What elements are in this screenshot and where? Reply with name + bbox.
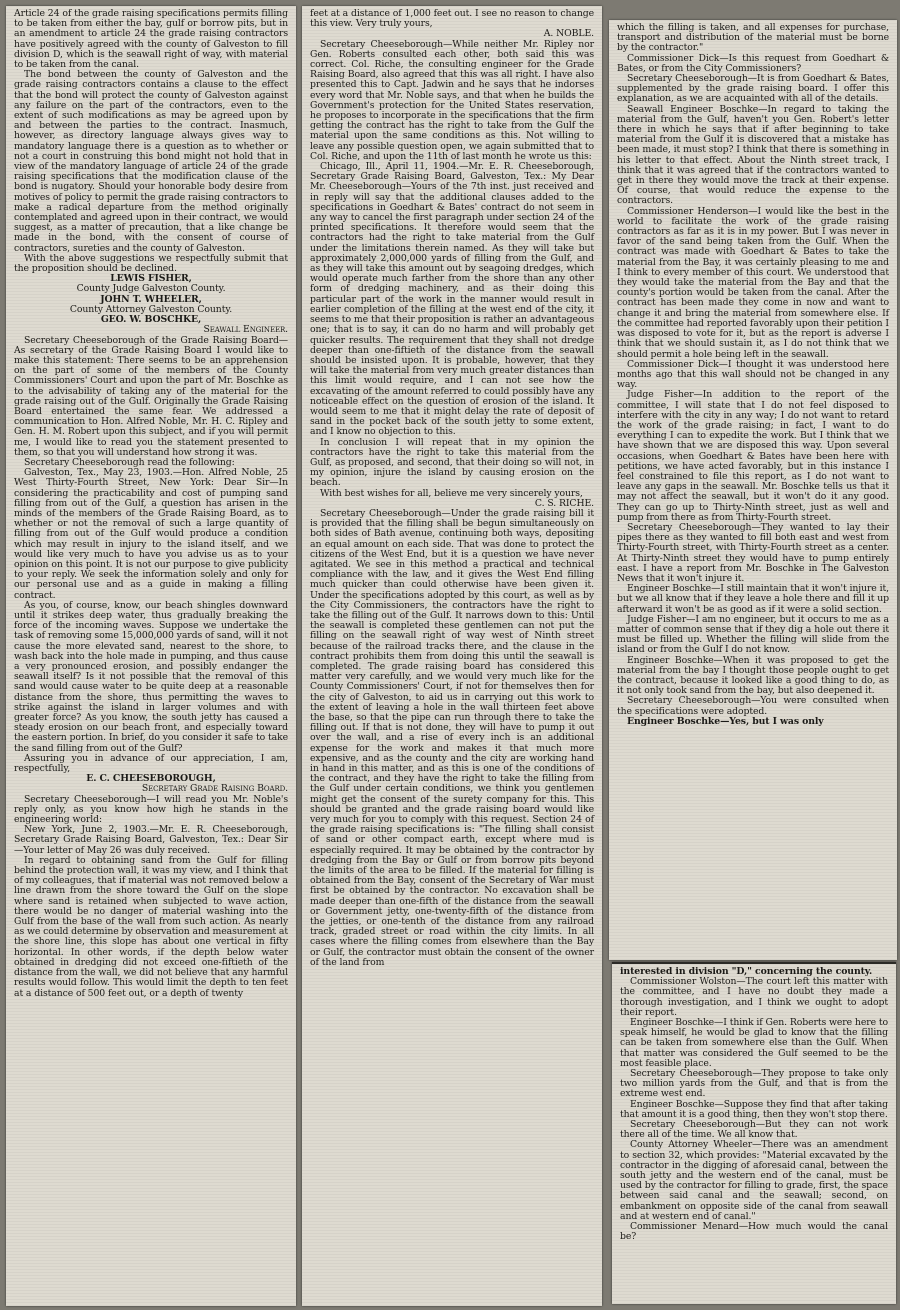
article-paragraph: Secretary Grade Raising Board. xyxy=(141,783,288,795)
article-paragraph: Secretary Cheeseborough—You were consulted when the specifications were adopted. xyxy=(617,695,889,717)
article-paragraph: Commissioner Dick—I thought it was understood here months ago that this wall should not be changed in any way. xyxy=(617,358,889,391)
column-4-text xyxy=(612,964,896,1242)
article-paragraph: With best wishes for all, believe me very sincerely yours, xyxy=(320,487,583,499)
article-paragraph: The bond between the county of Galveston and the grade raising contractors contains a clause to the effect that the bond will protect the county of Galveston against any failure on the part of the contractors, even to the extent of such modifications as may be agreed upon by and between the parties to the contract. Inasmuch, however, as directory language always gives way to mandatory language there is a question as to whether or not a court in construing this bond might not hold that in view of the mandatory language of article 24 of the grade raising specifications that the modification clause of the bond is nugatory. Should your honorable body desire from motives of policy to permit the grade raising contractors to make a radical departure from the method originally contemplated and agreed upon in their contract, we would suggest, as a matter of precaution, that a like change be made in the bond, with the consent of course of contractors, sureties and the county of Galveston. xyxy=(14,69,288,254)
article-paragraph: Secretary Cheeseborough—While neither Mr. Ripley nor Gen. Roberts consulted each other, both said this was correct. Col. Riche, the consulting engineer for the Grade Raising Board, also agreed that this was all right. I have also presented this to Capt. Jadwin and he says that he indorses every word that Mr. Noble says, and that when he builds the Government's protection for the United States reservation, he proposes to incorporate in the specifications that the firm getting the contract has the right to take from the Gulf the material upon the same conditions as this. Not willing to leave any possible question open, we again submitted that to Col. Riche, and upon the 11th of last month he wrote us this: xyxy=(310,38,594,162)
article-paragraph: Engineer Boschke—Yes, but I was only xyxy=(627,715,824,727)
article-paragraph: Commissioner Menard—How much would the canal be? xyxy=(620,1221,888,1243)
article-paragraph: feet at a distance of 1,000 feet out. I see no reason to change this view. Very truly yours, xyxy=(310,8,594,30)
article-paragraph: Secretary Cheeseborough—They propose to take only two million yards from the Gulf, and that is from the extreme west end. xyxy=(620,1068,888,1100)
clipping-column-2 xyxy=(302,6,602,1306)
article-paragraph: Judge Fisher—I am no engineer, but it occurs to me as a matter of common sense that if they dig a hole out there it must be filled up. Whether the filling will slide from the island or from the Gulf I do not know. xyxy=(617,613,889,656)
article-paragraph: JOHN T. WHEELER, xyxy=(100,293,202,305)
article-paragraph: E. C. CHEESEBOROUGH, xyxy=(86,773,216,785)
article-paragraph: GEO. W. BOSCHKE, xyxy=(100,314,202,326)
article-paragraph: New York, June 2, 1903.—Mr. E. R. Cheeseborough, Secretary Grade Raising Board, Galveston, Tex.: Dear Sir—Your letter of May 26 was duly received. xyxy=(14,824,288,856)
article-paragraph: Secretary Cheeseborough read the following: xyxy=(24,456,235,468)
article-paragraph: Commissioner Henderson—I would like the best in the world to facilitate the work of the grade raising contractors as far as it is in my power. But I was never in favor of the sand being taken from the Gulf. When the contract was made with Goedhart & Bates to take the material from the Bay, it was certainly pleasing to me and I think to every member of this court. We understood that they would take the material from the Bay and that the county's portion would be taken from the canal. After the contract has been made they come in now and want to change it and bring the material from somewhere else. If the committee had reported favorably upon their petition I was disposed to vote for it, but as the report is adverse I think that we should sustain it, as I do not think that we should permit a hole being left in the seawall. xyxy=(617,205,889,360)
article-paragraph: Commissioner Wolston—The court left this matter with the committee, and I have no doubt they made a thorough investigation, and I think we ought to adopt their report. xyxy=(620,976,888,1018)
article-paragraph: LEWIS FISHER, xyxy=(110,273,192,285)
article-paragraph: Engineer Boschke—Suppose they find that after taking that amount it is a good thing, then they won't stop there. xyxy=(620,1098,888,1120)
article-paragraph: County Attorney Wheeler—There was an amendment to section 32, which provides: "Material excavated by the contractor in the digging of aforesaid canal, between the south jetty and the western end of the canal, must be used by the contractor for filling to grade, first, the space between said canal and the seawall; second, on embankment on opposite side of the canal from seawall and at western end of canal." xyxy=(620,1139,888,1222)
article-paragraph: In conclusion I will repeat that in my opinion the contractors have the right to take this material from the Gulf, as proposed, and second, that their doing so will not, in my opinion, injure the island by causing erosion on the beach. xyxy=(310,436,594,489)
article-paragraph: Chicago, Ill., April 11, 1904.—Mr. E. R. Cheeseborough, Secretary Grade Raising Board, Galveston, Tex.: My Dear Mr. Cheeseborough—Yours of the 7th inst. just received and in reply will say that the additional clauses added to the specifications in Goedhart & Bates' contract do not seem in any way to cancel the first paragraph under section 24 of the printed specifications. It therefore would seem that the contractors had the right to take material from the Gulf under the limitations therein named. As they will take but approximately 2,000,000 yards of filling from the Gulf, and as they will take this amount out by seagoing dredges, which would operate much farther from the shore than any other form of dredging machinery, and as their doing this particular part of the work in the manner would result in earlier completion of the filling at the west end of the city, it seems to me that their proposition is rather an advantageous one; that is to say, it can do no harm and will probably get quicker results. The requirement that they shall not dredge deeper than one-fiftieth of the distance from the seawall should be insisted upon. It is probable, however, that they will take the material from very much greater distances than this limit would require, and I can not see how the excavating of the amount referred to could possibly have any noticeable effect on the question of erosion of the island. It would seem to me that it might delay the rate of deposit of sand in the pocket back of the south jetty to some extent, and I know no objection to this. xyxy=(310,161,594,438)
article-paragraph: Secretary Cheeseborough of the Grade Raising Board—As secretary of the Grade Raising Board I would like to make this statement: There seems to be an apprehension on the part of some of the members of the County Commissioners' Court and upon the part of Mr. Boschke as to the advisability of taking any of the material for the grade raising out of the Gulf. Originally the Grade Raising Board entertained the same fear. We addressed a communication to Hon. Alfred Noble, Mr. H. C. Ripley and Gen. H. M. Robert upon this subject, and if you will permit me, I would like to read you the statement presented to them, so that you will understand how strong it was. xyxy=(14,334,288,458)
article-paragraph: Article 24 of the grade raising specifications permits filling to be taken from either the bay, gulf or borrow pits, but in an amendment to article 24 the grade raising contractors have positively agreed with the county of Galveston to fill division D, which is the seawall right of way, with material to be taken from the canal. xyxy=(14,8,288,71)
article-paragraph: Secretary Cheeseborough—I will read you Mr. Noble's reply only, as you know how high he stands in the engineering world: xyxy=(14,793,288,826)
article-paragraph: With the above suggestions we respectfully submit that the proposition should be declined. xyxy=(14,252,288,275)
article-paragraph: Seawall Engineer. xyxy=(203,324,288,336)
article-paragraph: Secretary Cheeseborough—But they can not work there all of the time. We all know that. xyxy=(620,1119,888,1141)
clipping-column-1 xyxy=(6,6,296,1306)
article-paragraph: which the filling is taken, and all expenses for purchase, transport and distribution of the material must be borne by the contractor." xyxy=(617,22,889,54)
article-paragraph: Galveston, Tex., May 23, 1903.—Hon. Alfred Noble, 25 West Thirty-Fourth Street, New York: Dear Sir—In considering the practicability and cost of pumping sand filling from out of the Gulf, a question has arisen in the minds of the members of the Grade Raising Board, as to whether or not the removal of such a large quantity of filling from out of the Gulf would produce a condition which may result in injury to the island itself, and we would like very much to have you advise us as to your opinion on this point. It is not our purpose to give publicity to your reply. We seek the information solely and only for our personal use and as a guide in making a filling contract. xyxy=(14,467,288,601)
article-paragraph: Secretary Cheeseborough—Under the grade raising bill it is provided that the filling shall be begun simultaneously on both sides of Bath avenue, continuing both ways, depositing an equal amount on each side. That was done to protect the citizens of the West End, but it is a question we have never agitated. We see in this method a practical and technical compliance with the law, and it gives the West End filling much quicker than could otherwise have been given it. Under the specifications adopted by this court, as well as by the City Commissioners, the contractors have the right to take the filling out of the Gulf. It narrows down to this: Until the seawall is completed these gentlemen can not put the filling on the seawall right of way west of Ninth street because of the railroad tracks there, and the clause in the contract prohibits them from doing this until the seawall is completed. The grade raising board has considered this matter very carefully, and we would very much like for the County Commissioners' Court, if not for themselves then for the city of Galveston, to aid us in carrying out this work to the extent of leaving a hole in the wall thirteen feet above the base, so that the pipe can run through there to take the filling out. If that is not done, they will have to pump it out over the wall, and a rise of every inch is an additional expense for the work and makes it that much more expensive, and as the county and the city are working hand in hand in this matter, and as this is one of the conditions of the contract, and they have the right to take the filling from the Gulf under certain conditions, we think you gentlemen might get the consent of the surety company for this. This should be granted and the grade raising board would like very much for you to comply with this request. Section 24 of the grade raising specifications is: "The filling shall consist of sand or other compact earth, except where mud is especially required. It may be obtained by the contractor by dredging from the Bay or Gulf or from borrow pits beyond the limits of the area to be filled. If the material for filling is obtained from the Bay, consent of the Secretary of War must first be obtained by the contractor. No excavation shall be made deeper than one-fifth of the distance from the seawall or Government jetty, one-twenty-fifth of the distance from the jetties, or one-tenth of the distance from any railroad track, graded street or road within the city limits. In all cases where the filling comes from elsewhere than the Bay or Gulf, the contractor must obtain the consent of the owner of the land from xyxy=(310,507,594,968)
clipping-column-3 xyxy=(609,20,897,960)
article-paragraph: Commissioner Dick—Is this request from Goedhart & Bates, or from the City Commissioners? xyxy=(617,52,889,74)
article-paragraph: Engineer Boschke—When it was proposed to get the material from the bay I thought those people ought to get the contract, because it looked like a good thing to do, as it not only took sand from the bay, but also deepened it. xyxy=(617,654,889,697)
article-paragraph: Secretary Cheeseborough—It is from Goedhart & Bates, supplemented by the grade raising board. I offer this explanation, as we are acquainted with all of the details. xyxy=(617,73,889,105)
article-paragraph: Assuring you in advance of our appreciation, I am, respectfully, xyxy=(14,752,288,775)
article-paragraph: County Judge Galveston County. xyxy=(76,283,226,295)
article-paragraph: A. NOBLE. xyxy=(543,28,594,40)
article-paragraph: Engineer Boschke—I think if Gen. Roberts were here to speak himself, he would be glad to know that the filling can be taken from somewhere else than the Gulf. When that matter was considered the Gulf seemed to be the most feasible place. xyxy=(620,1017,888,1069)
article-paragraph: C. S. RICHE. xyxy=(534,497,594,509)
article-paragraph: As you, of course, know, our beach shingles downward until it strikes deep water, thus gradually breaking the force of the incoming waves. Suppose we undertake the task of removing some 15,000,000 yards of sand, will it not cause the more elevated sand, nearest to the shore, to wash back into the hole made in pumping, and thus cause a very pronounced erosion, and possibly endanger the seawall itself? Is it not possible that the removal of this sand would cause water to be quite deep at a reasonable distance from the shore, thus permitting the waves to strike against the island in larger volumes and with greater force? As you know, the south jetty has caused a steady erosion on our beach front, and especially toward the eastern portion. In brief, do you consider it safe to take the sand filling from out of the Gulf? xyxy=(14,599,288,754)
article-paragraph: Judge Fisher—In addition to the report of the committee, I will state that I do not feel disposed to interfere with the city in any way; I do not want to retard the work of the grade raising; in fact, I want to do everything I can to expedite the work. But I think that we have shown that we are disposed this way. Upon several occasions, when Goedhart & Bates have been here with petitions, we have acted favorably, but in this instance I feel constrained to file this report, as I do not want to leave any gaps in the seawall. Mr. Boschke tells us that it may not affect the seawall, but it won't do it any good. They can go up to Thirty-Ninth street, just as well and pump from there as from Thirty-Fourth street. xyxy=(617,389,889,523)
column-2-text xyxy=(302,6,602,968)
article-paragraph: Secretary Cheeseborough—They wanted to lay their pipes there as they wanted to fill both east and west from Thirty-Fourth street, with Thirty-Fourth street as a center. At Thirty-Ninth street they would have to pump entirely east. I have a report from Mr. Boschke in The Galveston News that it won't injure it. xyxy=(617,521,889,584)
article-paragraph: interested in division "D," concerning the county. xyxy=(620,966,873,977)
article-paragraph: Seawall Engineer Boschke—In regard to taking the material from the Gulf, haven't you Gen. Robert's letter there in which he says that if after beginning to take material from the Gulf it is discovered that a mistake has been made, it must stop? I think that there is something in his letter to that effect. About the Ninth street track, I think that it was agreed that if the contractors wanted to get in there they would move the track at their expense. Of course, that would reduce the expense to the contractors. xyxy=(617,103,889,207)
article-paragraph: In regard to obtaining sand from the Gulf for filling behind the protection wall, it was my view, and I think that of my colleagues, that if material was not removed below a line drawn from the shore toward the Gulf on the slope where sand is retained when subjected to wave action, there would be no danger of material washing into the Gulf from the base of the wall from such action. As nearly as we could determine by observation and measurement at the shore line, this slope has about one vertical in fifty horizontal. In other words, if the depth below water obtained in dredging did not exceed one-fiftieth of the distance from the wall, we did not believe that any harmful results would follow. This would limit the depth to ten feet at a distance of 500 feet out, or a depth of twenty xyxy=(14,854,288,999)
column-3-text xyxy=(609,20,897,727)
column-1-text xyxy=(6,6,296,999)
article-paragraph: County Attorney Galveston County. xyxy=(69,303,233,315)
clipping-column-4 xyxy=(612,962,896,1304)
article-paragraph: Engineer Boschke—I still maintain that it won't injure it, but we all know that if they leave a hole there and fill it up afterward it won't be as good as if it were a solid section. xyxy=(617,583,889,615)
